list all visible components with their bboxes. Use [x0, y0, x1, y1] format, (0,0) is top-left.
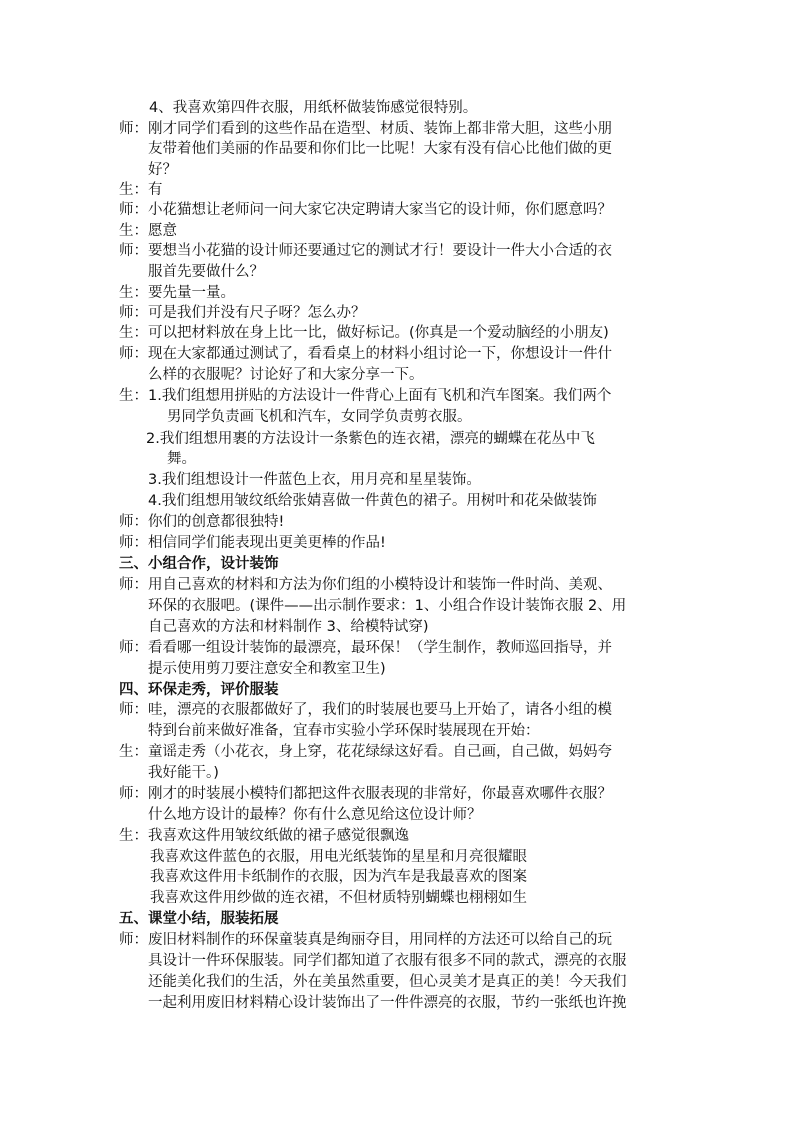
text-line: 我喜欢这件蓝色的衣服，用电光纸装饰的星星和月亮很耀眼: [150, 849, 527, 865]
text-line: 具设计一件环保服装。同学们都知道了衣服有很多不同的款式，漂亮的衣服: [148, 953, 627, 969]
text-line: 我好能干。): [148, 765, 219, 781]
text-line: 我喜欢这件用卡纸制作的衣服，因为汽车是我最喜欢的图案: [150, 869, 527, 885]
text-line: 师：小花猫想让老师问一问大家它决定聘请大家当它的设计师，你们愿意吗？: [119, 202, 612, 218]
text-line: 3.我们组想设计一件蓝色上衣，用月亮和星星装饰。: [148, 472, 481, 488]
text-line: 师：废旧材料制作的环保童装真是绚丽夺目，用同样的方法还可以给自己的玩: [119, 932, 612, 948]
text-line: 服首先要做什么？: [148, 264, 264, 280]
text-line: 师：用自己喜欢的材料和方法为你们组的小模特设计和装饰一件时尚、美观、: [119, 577, 612, 593]
text-line: 什么地方设计的最棒？你有什么意见给这位设计师？: [148, 807, 482, 823]
text-line: 师：哇，漂亮的衣服都做好了，我们的时装展也要马上开始了，请各小组的模: [119, 702, 612, 718]
section-heading: 三、小组合作，设计装饰: [119, 556, 279, 572]
text-line: 一起利用废旧材料精心设计装饰出了一件件漂亮的衣服，节约一张纸也许挽: [148, 995, 627, 1011]
section-heading: 四、环保走秀，评价服装: [119, 682, 279, 698]
text-line: 师：你们的创意都很独特!: [119, 514, 285, 530]
text-line: 师：要想当小花猫的设计师还要通过它的测试才行！要设计一件大小合适的衣: [119, 243, 612, 259]
text-line: 友带着他们美丽的作品要和你们比一比呢！大家有没有信心比他们做的更: [148, 141, 612, 157]
text-line: 生：可以把材料放在身上比一比，做好标记。(你真是一个爱动脑经的小朋友): [119, 325, 609, 341]
text-line: 好？: [148, 162, 177, 178]
text-line: 生：有: [119, 182, 163, 198]
section-heading: 五、课堂小结，服装拓展: [119, 911, 279, 927]
text-line: 师：相信同学们能表现出更美更棒的作品!: [119, 535, 386, 551]
text-line: 男同学负责画飞机和汽车，女同学负责剪衣服。: [167, 409, 472, 425]
text-line: 师：刚才同学们看到的这些作品在造型、材质、装饰上都非常大胆，这些小朋: [119, 121, 612, 137]
text-line: 4.我们组想用皱纹纸给张婧喜做一件黄色的裙子。用树叶和花朵做装饰: [148, 493, 597, 509]
text-line: 师：现在大家都通过测试了，看看桌上的材料小组讨论一下，你想设计一件什: [119, 346, 612, 362]
text-line: 4、我喜欢第四件衣服，用纸杯做装饰感觉很特别。: [149, 100, 478, 116]
text-line: 2.我们组想用裹的方法设计一条紫色的连衣裙，漂亮的蝴蝶在花丛中飞: [146, 431, 595, 447]
text-line: 生：愿意: [119, 223, 177, 239]
text-line: 生：要先量一量。: [119, 285, 235, 301]
text-line: 还能美化我们的生活，外在美虽然重要，但心灵美才是真正的美！今天我们: [148, 974, 627, 990]
text-line: 特到台前来做好准备，宜春市实验小学环保时装展现在开始：: [148, 723, 540, 739]
text-line: 环保的衣服吧。(课件——出示制作要求：1、小组合作设计装饰衣服 2、用: [148, 598, 627, 614]
text-line: 么样的衣服呢？讨论好了和大家分享一下。: [148, 367, 424, 383]
text-line: 生：童谣走秀（小花衣，身上穿，花花绿绿这好看。自己画，自己做，妈妈夸: [119, 744, 612, 760]
text-line: 我喜欢这件用纱做的连衣裙，不但材质特别蝴蝶也栩栩如生: [150, 890, 527, 906]
text-line: 舞。: [167, 451, 196, 467]
text-line: 师：看看哪一组设计装饰的最漂亮，最环保！（学生制作，教师巡回指导，并: [119, 640, 612, 656]
text-line: 师：刚才的时装展小模特们都把这件衣服表现的非常好，你最喜欢哪件衣服？: [119, 786, 612, 802]
text-line: 生：1.我们组想用拼贴的方法设计一件背心上面有飞机和汽车图案。我们两个: [119, 388, 612, 404]
text-line: 生：我喜欢这件用皱纹纸做的裙子感觉很飘逸: [119, 828, 409, 844]
text-line: 师：可是我们并没有尺子呀？怎么办？: [119, 305, 366, 321]
text-line: 提示使用剪刀要注意安全和教室卫生): [148, 661, 386, 677]
text-line: 自己喜欢的方法和材料制作 3、给模特试穿): [148, 619, 429, 635]
